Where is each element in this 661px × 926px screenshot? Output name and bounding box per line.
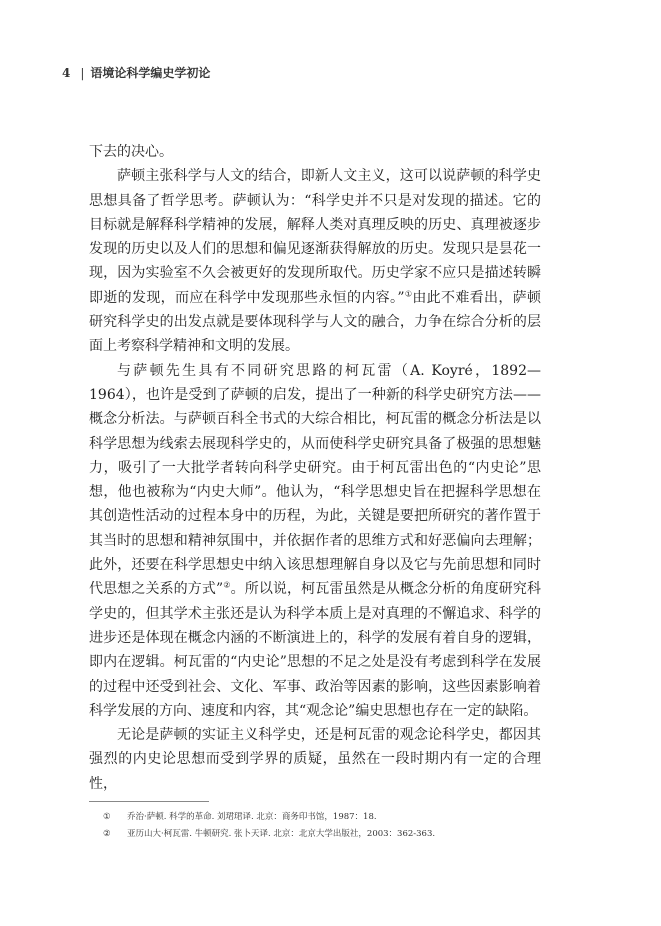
- footnote: [103, 826, 543, 843]
- paragraph-text: 与萨顿先生具有不同研究思路的柯瓦雷（A. Koyré，1892—1964），也许是受到了萨顿的启发，提出了一种新的科学史研究方法——概念分析法。与萨顿百科全书式的大综合相比，柯瓦雷的概念分析法是以科学思想为线索去展现科学史的，从而使科学史研究具备了极强的思想魅力，吸引了一大批学者转向科学史研究。由于柯瓦雷出色的“内史论”思想，他也被称为“内史大师”。他认为，“科学思想史旨在把握科学思想在其创造性活动的过程本身中的历程，为此，关键是要把所研究的著作置于其当时的思想和精神氛围中，并依据作者的思维方式和好恶偏向去理解；此外，还要在科学思想史中纳入该思想理解自身以及它与先前思想和同时代思想之关系的方式”: [89, 362, 541, 598]
- footnote-mark: ①: [103, 812, 111, 822]
- footnote-text: 乔治·萨顿. 科学的革命. 刘珺珺译. 北京：商务印书馆，1987：18.: [127, 812, 377, 822]
- footnotes: [103, 809, 543, 843]
- footnote: [103, 809, 543, 826]
- paragraph: [89, 164, 541, 358]
- paragraph: [89, 140, 541, 164]
- paragraph: [89, 359, 541, 723]
- footnote-mark: ②: [103, 829, 111, 839]
- footnote-text: 亚历山大·柯瓦雷. 牛顿研究. 张卜天译. 北京：北京大学出版社，2003：362-363.: [127, 829, 436, 839]
- body-text: [89, 140, 541, 796]
- page-number: 4: [62, 65, 71, 80]
- paragraph-text: 由此不难看出，萨顿研究科学史的出发点就是要体现科学与人文的融合，力争在综合分析的层面上考察科学精神和文明的发展。: [89, 289, 542, 355]
- running-header: [62, 64, 210, 81]
- header-separator: |: [80, 65, 85, 80]
- paragraph-text: 无论是萨顿的实证主义科学史，还是柯瓦雷的观念论科学史，都因其强烈的内史论思想而受到学界的质疑，虽然在一段时期内有一定的合理性，: [89, 727, 541, 792]
- footnote-ref[interactable]: ①: [404, 289, 413, 299]
- footnote-divider: [89, 801, 209, 802]
- book-title: 语境论科学编史学初论: [90, 66, 211, 80]
- paragraph: [89, 723, 541, 796]
- paragraph-text: 下去的决心。: [89, 144, 173, 160]
- paragraph-text: 萨顿主张科学与人文的结合，即新人文主义，这可以说萨顿的科学史思想具备了哲学思考。萨顿认为：“科学史并不只是对发现的描述。它的目标就是解释科学精神的发展，解释人类对真理反映的历史、真理被逐步发现的历史以及人们的思想和偏见逐渐获得解放的历史。发现只是昙花一现，因为实验室不久会被更好的发现所取代。历史学家不应只是描述转瞬即逝的发现，而应在科学中发现那些永恒的内容。”: [89, 168, 541, 306]
- paragraph-text: 。所以说，柯瓦雷虽然是从概念分析的角度研究科学史的，但其学术主张还是认为科学本质上是对真理的不懈追求、科学的进步还是体现在概念内涵的不断演进上的，科学的发展有着自身的逻辑，即内在逻辑。柯瓦雷的“内史论”思想的不足之处是没有考虑到科学在发展的过程中还受到社会、文化、军事、政治等因素的影响，这些因素影响着科学发展的方向、速度和内容，其“观念论”编史思想也存在一定的缺陷。: [89, 581, 541, 719]
- footnote-ref[interactable]: ②: [223, 580, 231, 590]
